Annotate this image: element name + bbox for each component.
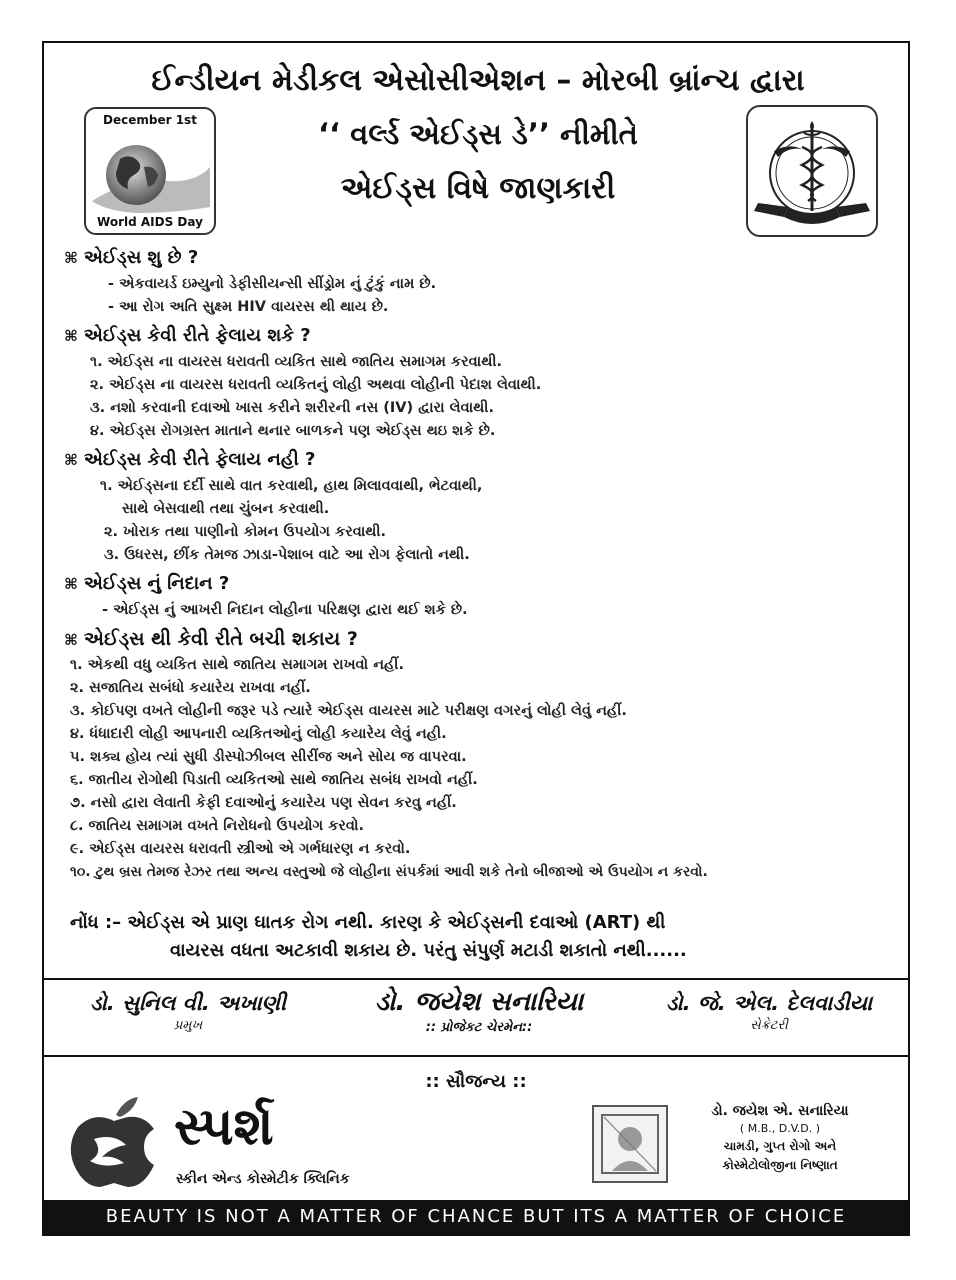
footer-tagline: BEAUTY IS NOT A MATTER OF CHANCE BUT ITS A MATTER OF CHOICE (44, 1200, 908, 1234)
section-heading (64, 445, 904, 475)
brand-subtitle: સ્કીન એન્ડ કોસ્મેટીક ક્લિનિક (176, 1171, 350, 1187)
note-line-1: નોંધ :– એઈડ્સ એ પ્રાણ ઘાતક રોગ નથી. કારણ કે એઈડ્સની દવાઓ (ART) થી (70, 912, 666, 933)
note-block (70, 909, 890, 965)
bullet-mark-icon: ⌘ (64, 631, 78, 649)
bullet-mark-icon: ⌘ (64, 575, 78, 593)
note-line-2: વાયરસ વધતા અટકાવી શકાય છે. પરંતુ સંપુર્ણ મટાડી શકાતો નથી...... (170, 940, 687, 961)
portrait-sketch-icon (594, 1107, 666, 1181)
section-heading-text: એઈડ્સ કેવી રીતે ફેલાય શકે ? (83, 325, 311, 346)
list-item: ૩. નશો કરવાની દવાઓ ખાસ કરીને શરીરની નસ (IV) દ્વારા લેવાથી. (90, 400, 494, 416)
list-item: ૪. એઈડ્સ રોગગ્રસ્ત માતાને થનાર બાળકને પણ એઈડ્સ થઇ શકે છે. (90, 423, 496, 439)
header-title: ઈન્ડીયન મેડીકલ એસોસીએશન – મોરબી બ્રાંન્ચ દ્વારા (151, 63, 805, 98)
signatory-name: ડો. જે. એલ. દેલવાડીયા (665, 991, 873, 1015)
divider (44, 978, 908, 980)
poster-frame (42, 41, 910, 1236)
doctor-specialty: કોસ્મેટોલોજીના નિષ્ણાત (722, 1158, 838, 1172)
list-item: ૪. ધંધાદારી લોહી આપનારી વ્યકિતઓનું લોહી કયારેય લેવું નહી. (70, 726, 447, 742)
caduceus-emblem-icon (748, 107, 876, 235)
list-item: ૧. એકથી વધુ વ્યકિત સાથે જાતિય સમાગમ રાખવો નહીં. (70, 657, 404, 673)
list-item: ૧. એઈડ્સ ના વાયરસ ધરાવતી વ્યકિત સાથે જાતિય સમાગમ કરવાથી. (90, 354, 502, 370)
signatory-secretary (634, 991, 904, 1033)
doctor-name: ડો. જયેશ એ. સનારિયા (711, 1103, 849, 1119)
list-item: ૧. એઈડ્સના દર્દી સાથે વાત કરવાથી, હાથ મિલાવવાથી, ભેટવાથી, (100, 478, 483, 494)
signatory-role: સેક્રેટરી (750, 1018, 788, 1033)
list-item: - એકવાયર્ડ ઇમ્યુનો ડેફીસીયન્સી સીંડ્રોમ નું ટુંકું નામ છે. (108, 276, 437, 292)
divider (44, 1055, 908, 1057)
doctor-qualification: ( M.B., D.V.D. ) (739, 1122, 821, 1135)
signatory-president (58, 991, 318, 1033)
list-item: - આ રોગ અતિ સુક્ષ્મ HIV વાયરસ થી થાય છે. (108, 299, 389, 315)
list-item: ૨. ખોરાક તથા પાણીનો કોમન ઉપયોગ કરવાથી. (104, 524, 387, 540)
ima-emblem-logo (746, 105, 878, 237)
signatory-name: ડો. જયેશ સનારિયા (374, 987, 584, 1017)
clinic-brand (64, 1093, 494, 1193)
signatory-name: ડો. સુનિલ વી. અખાણી (90, 991, 286, 1015)
list-item: ૫. શક્ય હોય ત્યાં સુધી ડીસ્પોઝીબલ સીરીંજ અને સોય જ વાપરવા. (70, 749, 467, 765)
list-item: ૧૦. ટુથ બ્રસ તેમજ રેઝર તથા અન્ય વસ્તુઓ જે લોહીના સંપર્કમાં આવી શકે તેનો બીજાઓ એ ઉપયોગ ન કરવો. (70, 864, 708, 880)
list-item: ૩. કોઈપણ વખતે લોહીની જરૂર પડે ત્યારે એઈડ્સ વાયરસ માટે પરીક્ષણ વગરનું લોહી લેવું નહીં. (70, 703, 627, 719)
signatory-role: :: પ્રોજેકટ ચેરમેન:: (425, 1020, 533, 1035)
list-item: ૯. એઈડ્સ વાયરસ ધરાવતી સ્ત્રીઓ એ ગર્ભધારણ ન કરવો. (70, 841, 411, 857)
doctor-photo-frame (592, 1105, 668, 1183)
logo-date-label: December 1st (103, 113, 197, 127)
list-item: ૨. એઈડ્સ ના વાયરસ ધરાવતી વ્યકિતનું લોહી અથવા લોહીની પેદાશ લેવાથી. (90, 377, 542, 393)
list-item: ૩. ઉધરસ, છીંક તેમજ ઝાડા-પેશાબ વાટે આ રોગ ફેલાતો નથી. (104, 547, 470, 563)
header-subtitle: ‘‘ વર્લ્ડ એઈડ્સ ડે’’ નીમીતે (318, 117, 638, 151)
brand-name: સ્પર્શ (174, 1097, 274, 1157)
bullet-mark-icon: ⌘ (64, 451, 78, 469)
list-item: ૭. નસો દ્વારા લેવાતી કેફી દવાઓનું કયારેય પણ સેવન કરવુ નહીં. (70, 795, 457, 811)
list-item: - એઈડ્સ નું આખરી નિદાન લોહીના પરિક્ષણ દ્વારા થઈ શકે છે. (102, 602, 468, 618)
doctor-specialty: ચામડી, ગુપ્ત રોગો અને (723, 1139, 837, 1153)
doctor-info (670, 1103, 890, 1173)
section-heading (64, 243, 904, 273)
list-item: ૮. જાતિય સમાગમ વખતે નિરોધનો ઉપયોગ કરવો. (70, 818, 365, 834)
world-aids-day-logo (84, 107, 216, 235)
info-sections (64, 241, 904, 884)
section-heading-text: એઈડ્સ થી કેવી રીતે બચી શકાય ? (83, 628, 358, 650)
header-topic: એઈડ્સ વિષે જાણકારી (340, 171, 616, 206)
apple-logo-icon (64, 1093, 164, 1193)
bullet-mark-icon: ⌘ (64, 327, 78, 345)
logo-title-label: World AIDS Day (97, 215, 203, 229)
signatory-chairman (334, 987, 624, 1035)
section-heading (64, 569, 904, 599)
section-heading-text: એઈડ્સ કેવી રીતે ફેલાય નહી ? (83, 449, 316, 470)
list-item: ૬. જાતીય રોગોથી પિડાતી વ્યકિતઓ સાથે જાતિય સબંધ રાખવો નહીં. (70, 772, 478, 788)
section-heading (64, 321, 904, 351)
list-item: ૨. સજાતિય સબંધો કયારેય રાખવા નહીં. (70, 680, 311, 696)
section-heading (64, 624, 904, 654)
courtesy-label: :: સૌજન્ય :: (425, 1071, 527, 1092)
section-heading-text: એઈડ્સ શુ છે ? (83, 247, 199, 268)
bullet-mark-icon: ⌘ (64, 249, 78, 267)
list-item: સાથે બેસવાથી તથા ચુંબન કરવાથી. (122, 501, 330, 517)
signatory-role: પ્રમુખ (173, 1018, 203, 1033)
section-heading-text: એઈડ્સ નું નિદાન ? (83, 573, 230, 594)
